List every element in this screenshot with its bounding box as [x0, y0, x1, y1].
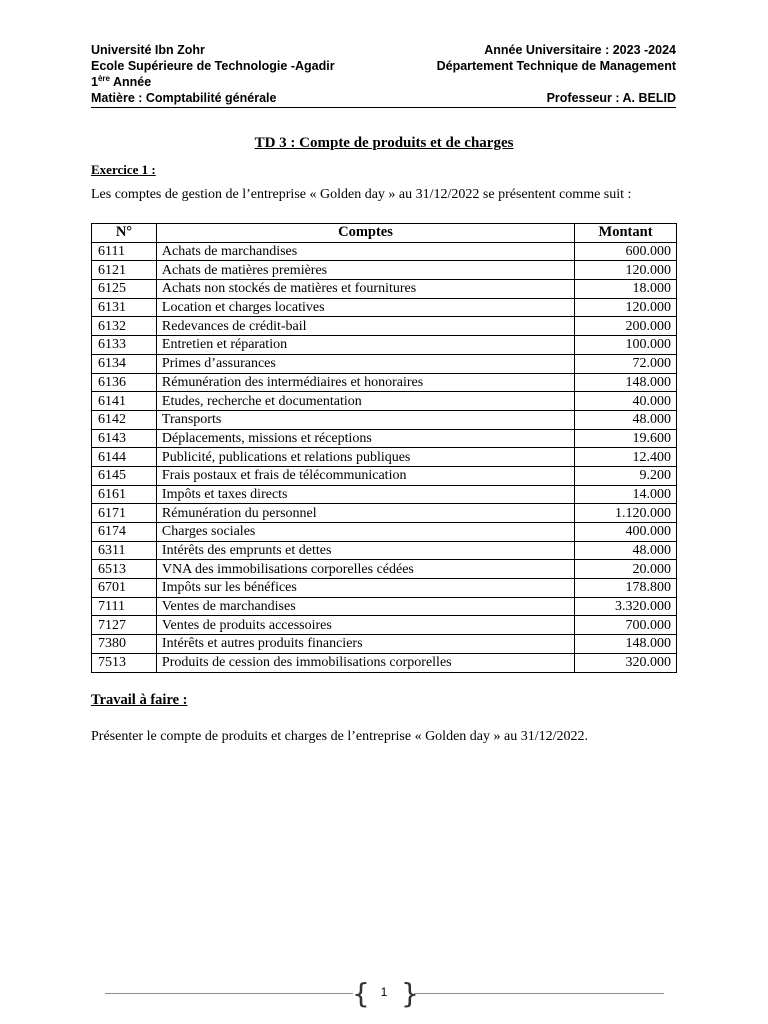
- table-row: [92, 635, 677, 654]
- task-label: Travail à faire :: [91, 692, 188, 708]
- account-name: Entretien et réparation: [156, 336, 574, 355]
- account-name: Rémunération du personnel: [156, 504, 574, 523]
- intro-text: Les comptes de gestion de l’entreprise « Golden day » au 31/12/2022 se présentent comme suit :: [91, 187, 632, 202]
- account-amount: 120.000: [575, 261, 677, 280]
- task-text: Présenter le compte de produits et charges de l’entreprise « Golden day » au 31/12/2022.: [91, 729, 588, 744]
- account-name: Frais postaux et frais de télécommunication: [156, 466, 574, 485]
- footer-rule-right: [414, 993, 664, 994]
- right-brace-ornament: }: [401, 977, 419, 1010]
- account-name: Rémunération des intermédiaires et honoraires: [156, 373, 574, 392]
- table-row: [92, 373, 677, 392]
- account-amount: 40.000: [575, 392, 677, 411]
- header-amount: Montant: [575, 224, 677, 243]
- department-name: Département Technique de Management: [436, 59, 676, 73]
- account-name: Charges sociales: [156, 523, 574, 542]
- header-accounts: Comptes: [156, 224, 574, 243]
- table-row: [92, 485, 677, 504]
- account-number: 6125: [92, 280, 157, 299]
- left-brace-ornament: {: [352, 977, 370, 1010]
- subject-name: Matière : Comptabilité générale: [91, 91, 277, 105]
- account-amount: 19.600: [575, 429, 677, 448]
- account-amount: 18.000: [575, 280, 677, 299]
- header-row-4: [91, 90, 676, 106]
- account-amount: 120.000: [575, 298, 677, 317]
- document-title: TD 3 : Compte de produits et de charges: [254, 135, 514, 151]
- account-number: 7127: [92, 616, 157, 635]
- table-row: [92, 410, 677, 429]
- table-row: [92, 354, 677, 373]
- accounts-table: [91, 223, 677, 673]
- table-row: [92, 448, 677, 467]
- account-name: Achats de matières premières: [156, 261, 574, 280]
- table-header-row: [92, 224, 677, 243]
- table-row: [92, 466, 677, 485]
- account-number: 6141: [92, 392, 157, 411]
- account-number: 7380: [92, 635, 157, 654]
- account-name: Intérêts et autres produits financiers: [156, 635, 574, 654]
- account-amount: 48.000: [575, 410, 677, 429]
- school-name: Ecole Supérieure de Technologie -Agadir: [91, 59, 335, 73]
- table-row: [92, 261, 677, 280]
- account-number: 6171: [92, 504, 157, 523]
- table-row: [92, 653, 677, 672]
- account-number: 6161: [92, 485, 157, 504]
- account-name: Location et charges locatives: [156, 298, 574, 317]
- study-year-superscript: ère: [97, 73, 110, 83]
- professor-name: Professeur : A. BELID: [546, 91, 676, 105]
- account-name: Impôts sur les bénéfices: [156, 579, 574, 598]
- account-amount: 48.000: [575, 541, 677, 560]
- document-title-wrap: [0, 135, 768, 152]
- table-row: [92, 429, 677, 448]
- table-body: [92, 242, 677, 672]
- table-row: [92, 560, 677, 579]
- account-name: Intérêts des emprunts et dettes: [156, 541, 574, 560]
- account-number: 6311: [92, 541, 157, 560]
- account-number: 7513: [92, 653, 157, 672]
- account-amount: 20.000: [575, 560, 677, 579]
- account-number: 6121: [92, 261, 157, 280]
- account-number: 6133: [92, 336, 157, 355]
- account-amount: 100.000: [575, 336, 677, 355]
- account-amount: 600.000: [575, 242, 677, 261]
- account-name: Achats de marchandises: [156, 242, 574, 261]
- exercise-label: Exercice 1 :: [91, 162, 156, 177]
- table-row: [92, 242, 677, 261]
- account-name: Primes d’assurances: [156, 354, 574, 373]
- account-name: VNA des immobilisations corporelles cédées: [156, 560, 574, 579]
- table-row: [92, 504, 677, 523]
- account-name: Publicité, publications et relations publiques: [156, 448, 574, 467]
- page-number: 1: [380, 985, 388, 999]
- account-name: Produits de cession des immobilisations corporelles: [156, 653, 574, 672]
- study-year-word: Année: [109, 75, 152, 89]
- academic-year: Année Universitaire : 2023 -2024: [484, 43, 676, 57]
- header-row-3: [91, 74, 676, 90]
- account-number: 6143: [92, 429, 157, 448]
- account-amount: 400.000: [575, 523, 677, 542]
- account-amount: 1.120.000: [575, 504, 677, 523]
- table-row: [92, 298, 677, 317]
- table-row: [92, 523, 677, 542]
- document-header: [91, 42, 676, 108]
- account-name: Transports: [156, 410, 574, 429]
- account-name: Ventes de produits accessoires: [156, 616, 574, 635]
- account-number: 6701: [92, 579, 157, 598]
- account-number: 7111: [92, 597, 157, 616]
- account-number: 6145: [92, 466, 157, 485]
- account-name: Redevances de crédit-bail: [156, 317, 574, 336]
- account-amount: 178.800: [575, 579, 677, 598]
- table-row: [92, 541, 677, 560]
- footer-rule-left: [105, 993, 353, 994]
- university-name: Université Ibn Zohr: [91, 43, 205, 57]
- account-name: Achats non stockés de matières et fournitures: [156, 280, 574, 299]
- account-number: 6134: [92, 354, 157, 373]
- account-number: 6132: [92, 317, 157, 336]
- account-number: 6142: [92, 410, 157, 429]
- account-amount: 700.000: [575, 616, 677, 635]
- account-amount: 14.000: [575, 485, 677, 504]
- account-number: 6111: [92, 242, 157, 261]
- table-row: [92, 392, 677, 411]
- account-amount: 200.000: [575, 317, 677, 336]
- study-year: [91, 74, 151, 90]
- account-amount: 148.000: [575, 373, 677, 392]
- account-amount: 9.200: [575, 466, 677, 485]
- table-row: [92, 597, 677, 616]
- header-row-1: [91, 42, 676, 58]
- account-name: Etudes, recherche et documentation: [156, 392, 574, 411]
- table-row: [92, 616, 677, 635]
- table-row: [92, 579, 677, 598]
- header-number: N°: [92, 224, 157, 243]
- account-name: Ventes de marchandises: [156, 597, 574, 616]
- account-name: Déplacements, missions et réceptions: [156, 429, 574, 448]
- study-year-number: 1: [91, 75, 98, 89]
- account-number: 6144: [92, 448, 157, 467]
- header-row-2: [91, 58, 676, 74]
- account-number: 6513: [92, 560, 157, 579]
- account-amount: 320.000: [575, 653, 677, 672]
- table-row: [92, 317, 677, 336]
- account-amount: 12.400: [575, 448, 677, 467]
- account-name: Impôts et taxes directs: [156, 485, 574, 504]
- table-row: [92, 280, 677, 299]
- account-number: 6131: [92, 298, 157, 317]
- account-amount: 3.320.000: [575, 597, 677, 616]
- account-number: 6136: [92, 373, 157, 392]
- table-row: [92, 336, 677, 355]
- account-amount: 148.000: [575, 635, 677, 654]
- account-number: 6174: [92, 523, 157, 542]
- account-amount: 72.000: [575, 354, 677, 373]
